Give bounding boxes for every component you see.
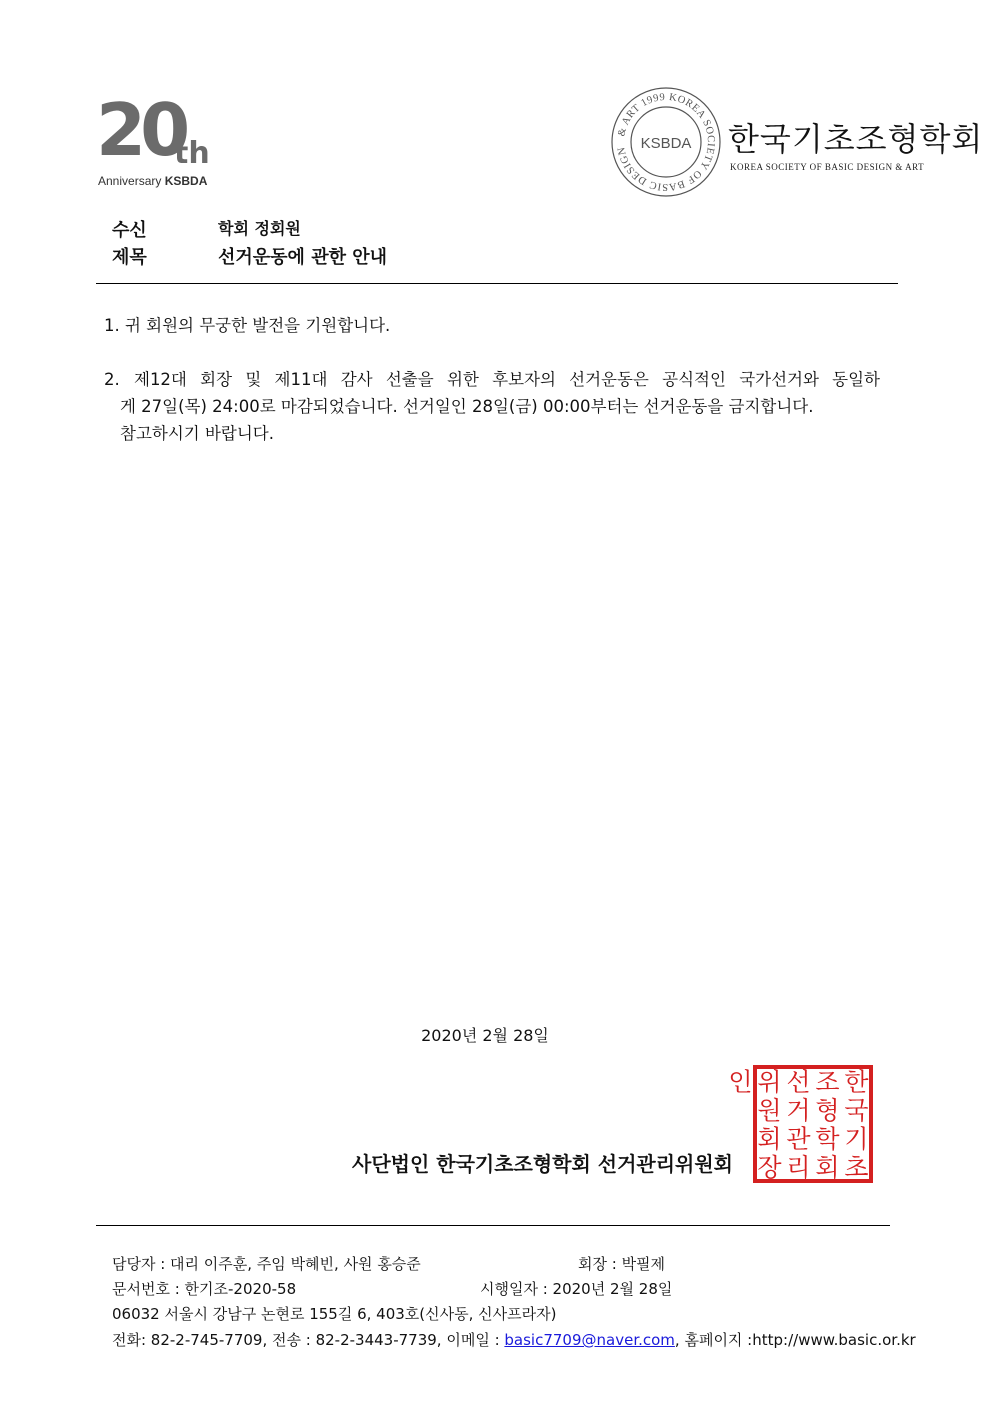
stamp-character: 관	[786, 1124, 811, 1154]
society-name-korean: 한국기초조형학회	[728, 120, 984, 158]
body-item-2-line-2: 게 27일(목) 24:00로 마감되었습니다. 선거일인 28일(금) 00:00부터는 선거운동을 금지합니다.	[120, 397, 814, 416]
anniversary-logo	[96, 88, 226, 192]
seal-center-text: KSBDA	[640, 135, 692, 152]
body-item-2-number: 2.	[104, 370, 120, 389]
stamp-character: 원	[757, 1095, 782, 1125]
stamp-character: 장	[757, 1152, 782, 1182]
footer-email-link[interactable]: basic7709@naver.com	[504, 1331, 675, 1349]
society-seal-logo	[610, 86, 722, 198]
official-seal-stamp	[728, 1064, 874, 1184]
society-name-english: KOREA SOCIETY OF BASIC DESIGN & ART	[730, 162, 925, 172]
footer-contact: 담당자 : 대리 이주훈, 주임 박혜빈, 사원 홍승준	[112, 1255, 421, 1273]
footer-divider	[96, 1225, 890, 1226]
stamp-character: 한	[844, 1067, 869, 1097]
stamp-character: 형	[815, 1095, 840, 1125]
stamp-character: 거	[786, 1095, 811, 1125]
stamp-character: 인	[728, 1067, 753, 1097]
anniversary-caption: Anniversary KSBDA	[98, 174, 208, 188]
header-divider	[96, 283, 898, 284]
subject-value: 선거운동에 관한 안내	[218, 247, 388, 268]
stamp-character: 조	[815, 1067, 840, 1097]
stamp-character: 회	[815, 1152, 840, 1182]
footer-contact-line	[112, 1329, 916, 1350]
stamp-character: 학	[815, 1124, 840, 1154]
stamp-character: 기	[844, 1124, 869, 1154]
stamp-character: 국	[844, 1095, 869, 1125]
body-item-2-line-3: 참고하시기 바랍니다.	[120, 424, 274, 443]
stamp-character: 초	[844, 1152, 869, 1182]
seal-ring-text: & ART 1999 KOREA SOCIETY OF BASIC DESIGN	[616, 91, 717, 193]
body-item-2-line-1: 제12대 회장 및 제11대 감사 선출을 위한 후보자의 선거운동은 공식적인 국가선거와 동일하	[134, 370, 880, 389]
body-item-1: 1. 귀 회원의 무궁한 발전을 기원합니다.	[104, 316, 391, 335]
footer-president: 회장 : 박필제	[578, 1255, 666, 1273]
anniversary-suffix: th	[174, 136, 210, 171]
recipient-value: 학회 정회원	[218, 219, 301, 238]
stamp-character: 회	[757, 1124, 782, 1154]
document-date: 2020년 2월 28일	[421, 1026, 549, 1045]
footer-doc-number: 문서번호 : 한기조-2020-58	[112, 1280, 297, 1298]
stamp-character: 위	[757, 1067, 782, 1097]
issuing-committee: 사단법인 한국기초조형학회 선거관리위원회	[352, 1152, 734, 1176]
footer-homepage: , 홈페이지 :http://www.basic.or.kr	[674, 1331, 916, 1349]
stamp-character: 선	[786, 1067, 811, 1097]
footer-phone-fax: 전화: 82-2-745-7709, 전송 : 82-2-3443-7739, 이메일 :	[112, 1331, 500, 1349]
recipient-label: 수신	[112, 220, 147, 241]
footer-issue-date: 시행일자 : 2020년 2월 28일	[480, 1280, 673, 1298]
subject-label: 제목	[112, 247, 147, 268]
stamp-character: 리	[786, 1152, 811, 1182]
anniversary-number: 20	[96, 88, 185, 172]
footer-address: 06032 서울시 강남구 논현로 155길 6, 403호(신사동, 신사프라자)	[112, 1305, 557, 1323]
